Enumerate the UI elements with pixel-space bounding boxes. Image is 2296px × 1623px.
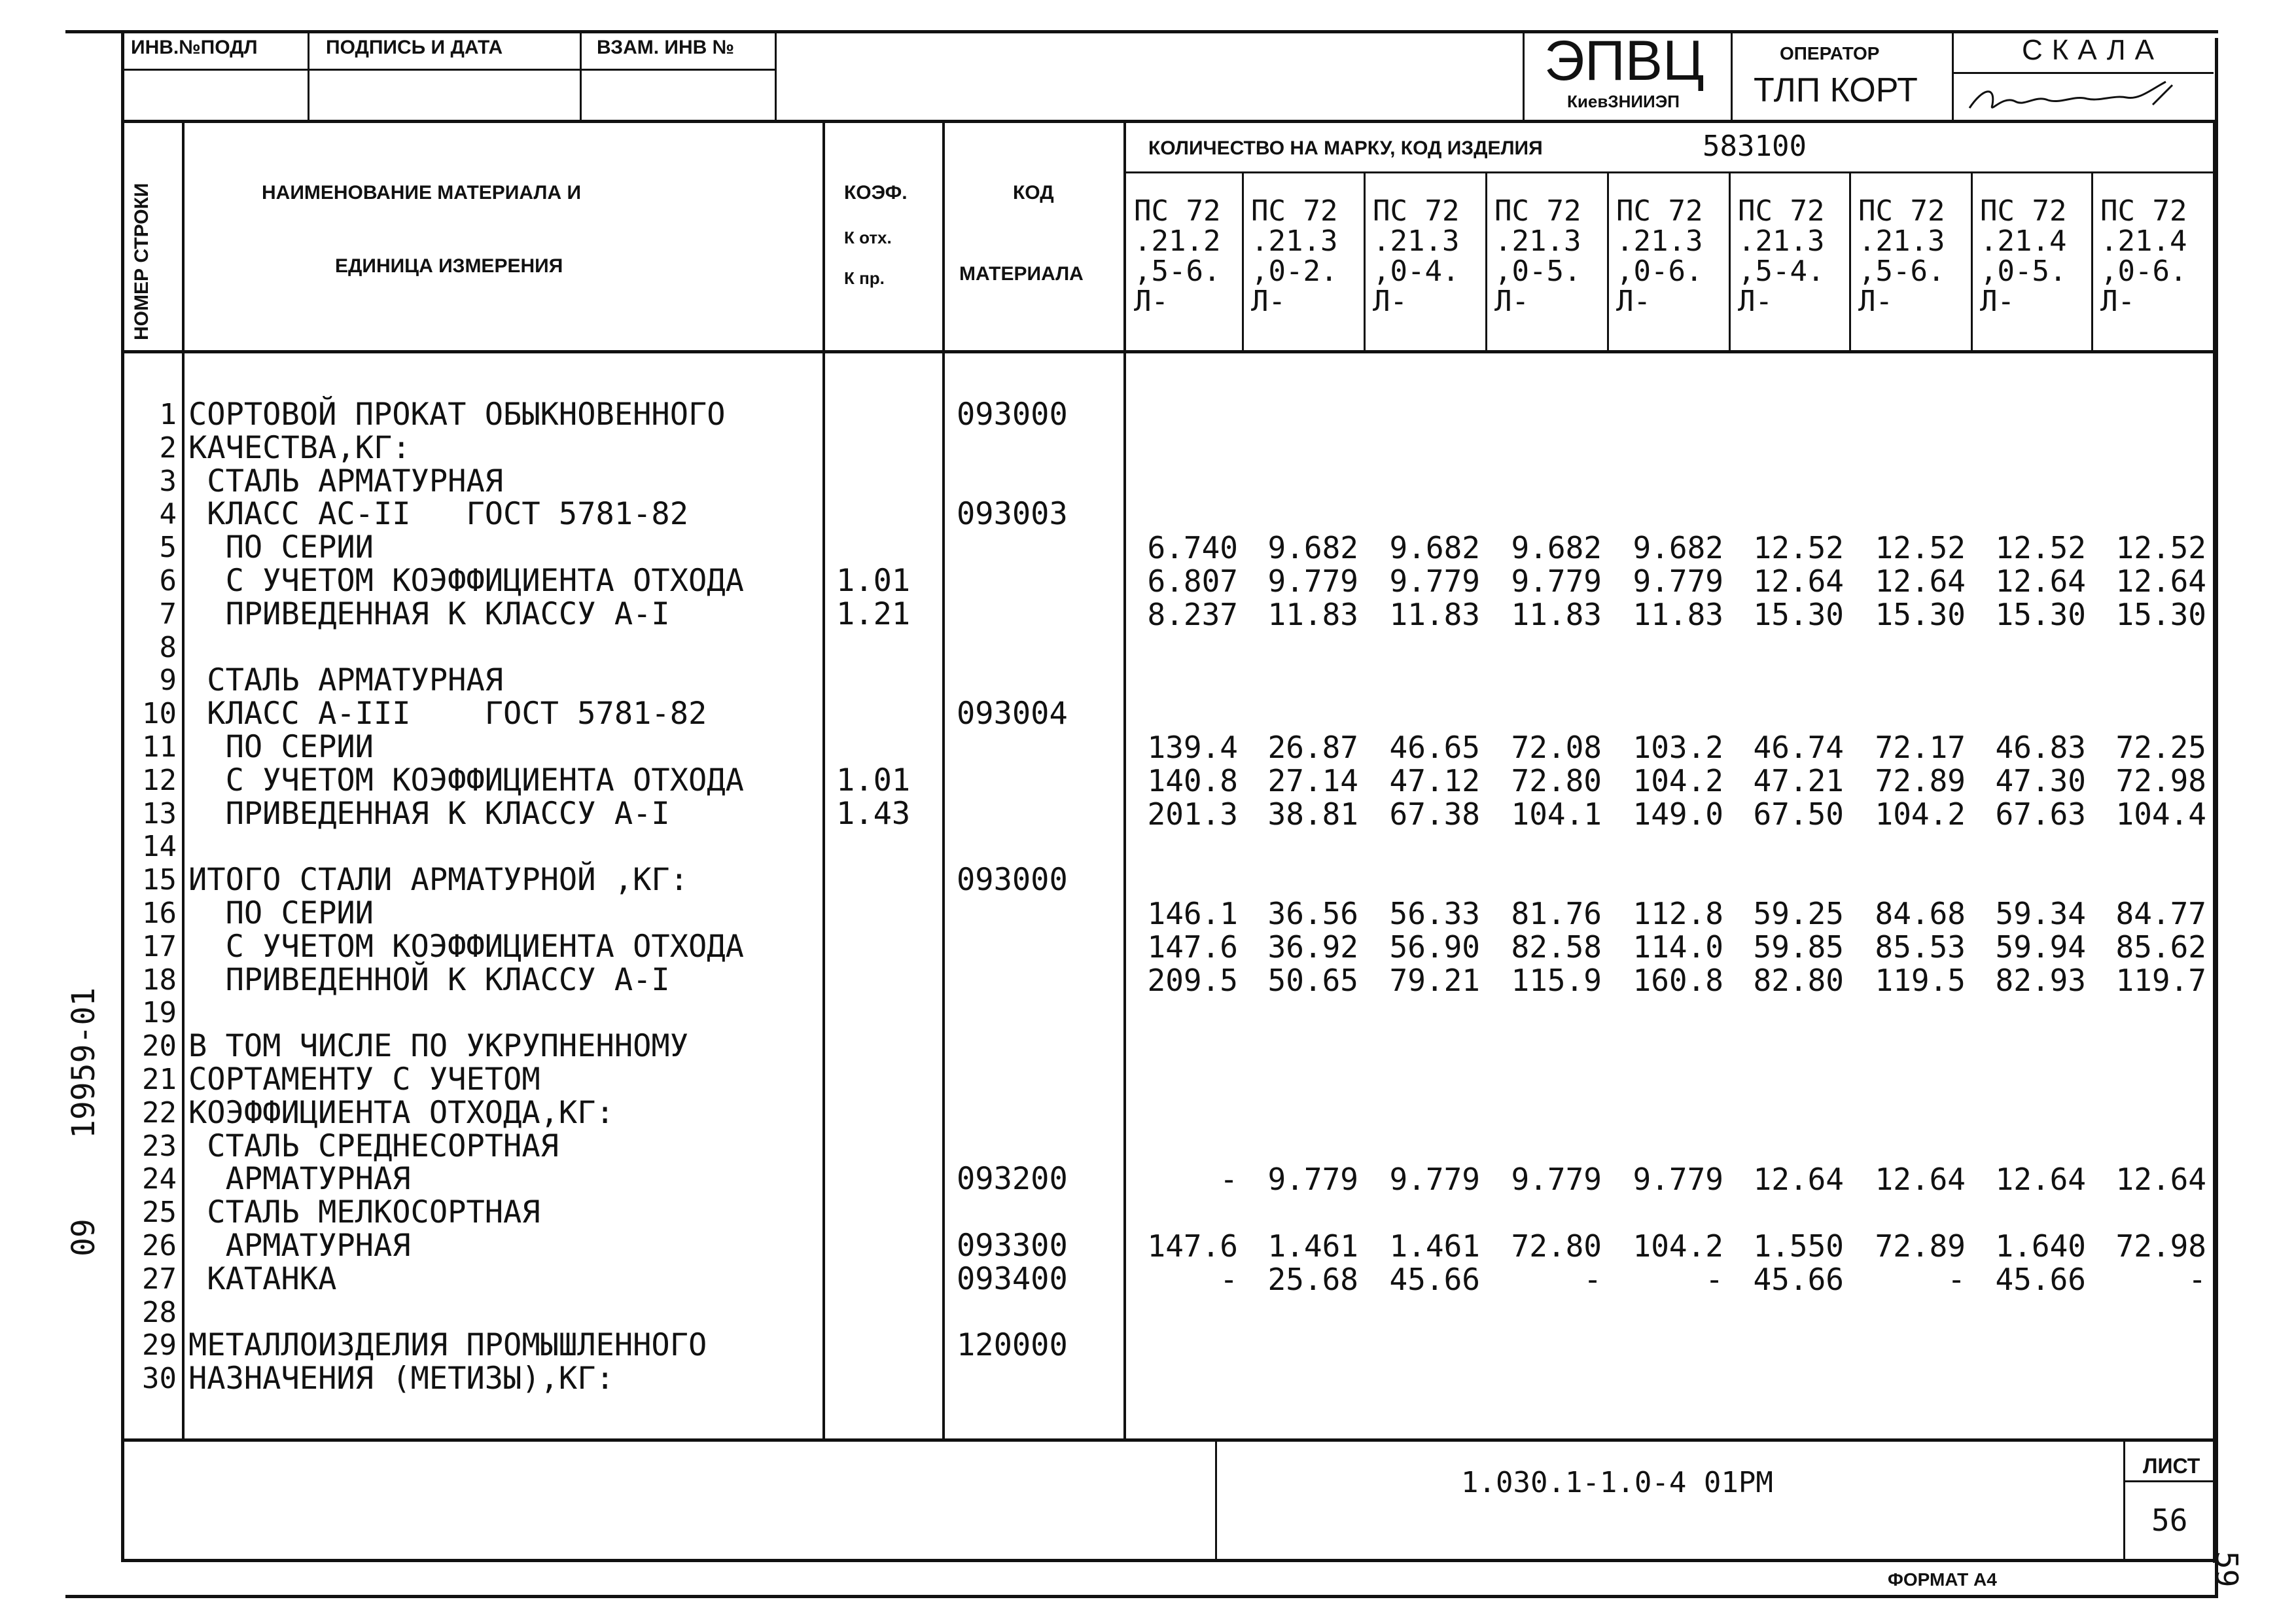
value-cell: 9.779 bbox=[1511, 563, 1602, 599]
row-number-header: НОМЕР СТРОКИ bbox=[131, 183, 152, 340]
value-cell: 84.77 bbox=[2115, 896, 2206, 931]
column-header-line: ПС 72 bbox=[1980, 194, 2067, 228]
value-cell: - bbox=[1220, 1261, 1238, 1297]
value-cell: 12.52 bbox=[2115, 530, 2206, 566]
value-cell: 47.21 bbox=[1753, 762, 1844, 798]
value-cell: 149.0 bbox=[1633, 796, 1723, 832]
column-header-line: ПС 72 bbox=[1858, 194, 1945, 228]
column-header-line: Л- bbox=[1134, 285, 1169, 318]
coefficient: 1.01 bbox=[836, 563, 911, 599]
column-header-line: Л- bbox=[1251, 285, 1286, 318]
material-name: С УЧЕТОМ КОЭФФИЦИЕНТА ОТХОДА bbox=[188, 563, 744, 599]
column-header-line: Л- bbox=[1616, 285, 1651, 318]
column-header-line: ПС 72 bbox=[1616, 194, 1703, 228]
value-cell: 72.80 bbox=[1511, 762, 1602, 798]
value-cell: - bbox=[1220, 1162, 1238, 1198]
value-cell: 72.89 bbox=[1875, 762, 1966, 798]
sheet-number: 56 bbox=[2151, 1503, 2188, 1538]
value-cell: 201.3 bbox=[1147, 796, 1238, 832]
material-code: 093000 bbox=[957, 397, 1068, 433]
column-header-line: ,0-6. bbox=[2100, 255, 2187, 288]
column-header-line: ,0-4. bbox=[1373, 255, 1460, 288]
value-cell: 1.461 bbox=[1389, 1228, 1480, 1264]
value-cell: 140.8 bbox=[1147, 762, 1238, 798]
material-name: ПО СЕРИИ bbox=[188, 529, 374, 566]
column-header-line: ,5-6. bbox=[1134, 255, 1221, 288]
material-name: С УЧЕТОМ КОЭФФИЦИЕНТА ОТХОДА bbox=[188, 762, 744, 798]
material-name: СТАЛЬ АРМАТУРНАЯ bbox=[188, 463, 504, 499]
value-cell: 15.30 bbox=[1995, 596, 2086, 632]
column-header-line: Л- bbox=[1738, 285, 1773, 318]
material-name: ПРИВЕДЕННАЯ К КЛАССУ А-I bbox=[188, 596, 670, 632]
material-code: 093200 bbox=[957, 1161, 1068, 1198]
material-name: КАТАНКА bbox=[188, 1260, 337, 1297]
value-cell: 9.682 bbox=[1633, 530, 1723, 566]
material-code: 093400 bbox=[957, 1260, 1068, 1297]
value-cell: 104.2 bbox=[1633, 1228, 1723, 1264]
value-cell: 160.8 bbox=[1633, 962, 1723, 998]
material-name: КОЭФФИЦИЕНТА ОТХОДА,КГ: bbox=[188, 1094, 614, 1131]
row-number: 19 bbox=[142, 996, 177, 1030]
column-header-line: ,0-5. bbox=[1494, 255, 1581, 288]
row-number: 9 bbox=[159, 664, 177, 698]
value-cell: 36.56 bbox=[1267, 896, 1358, 931]
value-cell: 1.640 bbox=[1995, 1228, 2086, 1264]
row-number: 10 bbox=[142, 697, 177, 731]
column-header-line: .21.3 bbox=[1373, 224, 1460, 258]
coefficient: 1.21 bbox=[836, 596, 911, 632]
value-cell: 81.76 bbox=[1511, 896, 1602, 931]
material-name: ПО СЕРИИ bbox=[188, 729, 374, 765]
operator-value: ТЛП КОРТ bbox=[1754, 71, 1918, 109]
value-cell: 1.550 bbox=[1753, 1228, 1844, 1264]
row-number: 21 bbox=[142, 1063, 177, 1096]
material-name: КЛАСС А-III ГОСТ 5781-82 bbox=[188, 696, 707, 732]
value-cell: 11.83 bbox=[1633, 596, 1723, 632]
material-name: СОРТОВОЙ ПРОКАТ ОБЫКНОВЕННОГО bbox=[188, 397, 726, 433]
operator-label: ОПЕРАТОР bbox=[1780, 43, 1880, 63]
value-cell: 56.90 bbox=[1389, 929, 1480, 965]
column-header-line: Л- bbox=[1858, 285, 1893, 318]
material-name: АРМАТУРНАЯ bbox=[188, 1228, 411, 1264]
value-cell: 12.52 bbox=[1875, 530, 1966, 566]
value-cell: 85.53 bbox=[1875, 929, 1966, 965]
value-cell: - bbox=[1947, 1261, 1966, 1297]
coef-header-line2: К отх. bbox=[844, 228, 892, 247]
value-cell: 11.83 bbox=[1511, 596, 1602, 632]
row-number: 14 bbox=[142, 830, 177, 864]
value-cell: 84.68 bbox=[1875, 896, 1966, 931]
column-header-line: .21.3 bbox=[1738, 224, 1825, 258]
value-cell: 119.5 bbox=[1875, 962, 1966, 998]
value-cell: 45.66 bbox=[1995, 1261, 2086, 1297]
value-cell: 25.68 bbox=[1267, 1261, 1358, 1297]
row-number: 11 bbox=[142, 730, 177, 764]
row-number: 5 bbox=[159, 531, 177, 565]
coefficient: 1.01 bbox=[836, 762, 911, 798]
column-header-line: ПС 72 bbox=[1251, 194, 1338, 228]
column-header-line: .21.3 bbox=[1858, 224, 1945, 258]
column-header-line: ,5-6. bbox=[1858, 255, 1945, 288]
row-number: 26 bbox=[142, 1229, 177, 1262]
value-cell: 146.1 bbox=[1147, 896, 1238, 931]
value-cell: 6.740 bbox=[1147, 530, 1238, 566]
product-code: 583100 bbox=[1703, 130, 1807, 163]
row-number: 3 bbox=[159, 464, 177, 498]
value-cell: 59.94 bbox=[1995, 929, 2086, 965]
material-name: С УЧЕТОМ КОЭФФИЦИЕНТА ОТХОДА bbox=[188, 928, 744, 965]
value-cell: 72.98 bbox=[2115, 1228, 2206, 1264]
value-cell: 12.52 bbox=[1995, 530, 2086, 566]
column-header-line: ПС 72 bbox=[1373, 194, 1460, 228]
row-number: 16 bbox=[142, 897, 177, 930]
column-header-line: Л- bbox=[1980, 285, 2015, 318]
value-cell: 12.64 bbox=[1995, 1162, 2086, 1198]
material-code: 093004 bbox=[957, 696, 1068, 732]
column-header-line: ПС 72 bbox=[2100, 194, 2187, 228]
value-cell: 72.17 bbox=[1875, 730, 1966, 765]
value-cell: 12.52 bbox=[1753, 530, 1844, 566]
material-name-header-line1: НАИМЕНОВАНИЕ МАТЕРИАЛА И bbox=[262, 182, 582, 204]
column-header-line: ,5-4. bbox=[1738, 255, 1825, 288]
value-cell: 50.65 bbox=[1267, 962, 1358, 998]
value-cell: 114.0 bbox=[1633, 929, 1723, 965]
material-code: 093003 bbox=[957, 496, 1068, 533]
value-cell: 147.6 bbox=[1147, 1228, 1238, 1264]
value-cell: 15.30 bbox=[1875, 596, 1966, 632]
org-sub: КиевЗНИИЭП bbox=[1567, 92, 1680, 111]
value-cell: 147.6 bbox=[1147, 929, 1238, 965]
column-header-line: .21.3 bbox=[1251, 224, 1338, 258]
value-cell: 9.682 bbox=[1389, 530, 1480, 566]
row-number: 7 bbox=[159, 597, 177, 631]
value-cell: 6.807 bbox=[1147, 563, 1238, 599]
stamp-vzam-inv: ВЗАМ. ИНВ № bbox=[597, 37, 735, 58]
doc-code: 1.030.1-1.0-4 01РМ bbox=[1461, 1466, 1773, 1499]
row-number: 20 bbox=[142, 1029, 177, 1063]
material-name: НАЗНАЧЕНИЯ (МЕТИЗЫ),КГ: bbox=[188, 1361, 614, 1397]
sheet-label: ЛИСТ bbox=[2143, 1454, 2200, 1478]
value-cell: 72.89 bbox=[1875, 1228, 1966, 1264]
side-stamp-letters: 09 bbox=[65, 1219, 102, 1257]
value-cell: 12.64 bbox=[1875, 563, 1966, 599]
value-cell: 139.4 bbox=[1147, 730, 1238, 765]
value-cell: 67.38 bbox=[1389, 796, 1480, 832]
value-cell: 38.81 bbox=[1267, 796, 1358, 832]
column-header-line: .21.3 bbox=[1494, 224, 1581, 258]
value-cell: 9.682 bbox=[1511, 530, 1602, 566]
material-name: КЛАСС АС-II ГОСТ 5781-82 bbox=[188, 496, 689, 533]
column-header-line: Л- bbox=[1494, 285, 1529, 318]
value-cell: 59.34 bbox=[1995, 896, 2086, 931]
value-cell: 45.66 bbox=[1389, 1261, 1480, 1297]
value-cell: 103.2 bbox=[1633, 730, 1723, 765]
coefficient: 1.43 bbox=[836, 795, 911, 832]
value-cell: 46.65 bbox=[1389, 730, 1480, 765]
material-name: СТАЛЬ МЕЛКОСОРТНАЯ bbox=[188, 1194, 540, 1231]
value-cell: 9.779 bbox=[1267, 1162, 1358, 1198]
row-number: 12 bbox=[142, 763, 177, 797]
row-number: 18 bbox=[142, 963, 177, 997]
value-cell: 59.85 bbox=[1753, 929, 1844, 965]
signature-image bbox=[1956, 75, 2205, 120]
value-cell: 45.66 bbox=[1753, 1261, 1844, 1297]
org-name: ЭПВЦ bbox=[1544, 29, 1704, 92]
value-cell: 46.74 bbox=[1753, 730, 1844, 765]
side-stamp-number: 19959-01 bbox=[65, 987, 102, 1139]
material-name: ПРИВЕДЕННОЙ К КЛАССУ А-I bbox=[188, 961, 670, 998]
column-header-line: ПС 72 bbox=[1494, 194, 1581, 228]
value-cell: 11.83 bbox=[1389, 596, 1480, 632]
row-number: 8 bbox=[159, 630, 177, 664]
value-cell: 8.237 bbox=[1147, 596, 1238, 632]
value-cell: 12.64 bbox=[1753, 563, 1844, 599]
value-cell: 82.93 bbox=[1995, 962, 2086, 998]
column-header-line: .21.4 bbox=[1980, 224, 2067, 258]
value-cell: 72.98 bbox=[2115, 762, 2206, 798]
value-cell: 9.779 bbox=[1633, 1162, 1723, 1198]
value-cell: 104.2 bbox=[1875, 796, 1966, 832]
value-cell: 12.64 bbox=[2115, 563, 2206, 599]
column-header-line: .21.3 bbox=[1616, 224, 1703, 258]
column-header-line: Л- bbox=[1373, 285, 1407, 318]
quantity-header: КОЛИЧЕСТВО НА МАРКУ, КОД ИЗДЕЛИЯ bbox=[1148, 137, 1543, 159]
row-number: 1 bbox=[159, 398, 177, 431]
value-cell: 9.779 bbox=[1511, 1162, 1602, 1198]
material-name: ПО СЕРИИ bbox=[188, 895, 374, 931]
material-code: 093000 bbox=[957, 862, 1068, 899]
value-cell: 9.779 bbox=[1389, 563, 1480, 599]
value-cell: 12.64 bbox=[1995, 563, 2086, 599]
value-cell: 36.92 bbox=[1267, 929, 1358, 965]
value-cell: 82.58 bbox=[1511, 929, 1602, 965]
column-header-line: ПС 72 bbox=[1738, 194, 1825, 228]
row-number: 15 bbox=[142, 863, 177, 897]
value-cell: 9.779 bbox=[1267, 563, 1358, 599]
stamp-podpis-data: ПОДПИСЬ И ДАТА bbox=[326, 37, 503, 58]
value-cell: - bbox=[1583, 1261, 1602, 1297]
value-cell: 85.62 bbox=[2115, 929, 2206, 965]
value-cell: 1.461 bbox=[1267, 1228, 1358, 1264]
value-cell: 79.21 bbox=[1389, 962, 1480, 998]
column-header-line: ,0-2. bbox=[1251, 255, 1338, 288]
material-code: 093300 bbox=[957, 1228, 1068, 1264]
row-number: 25 bbox=[142, 1196, 177, 1230]
value-cell: 104.4 bbox=[2115, 796, 2206, 832]
value-cell: 12.64 bbox=[1875, 1162, 1966, 1198]
material-name: В ТОМ ЧИСЛЕ ПО УКРУПНЕННОМУ bbox=[188, 1028, 689, 1065]
value-cell: 27.14 bbox=[1267, 762, 1358, 798]
row-number: 6 bbox=[159, 564, 177, 597]
value-cell: 9.682 bbox=[1267, 530, 1358, 566]
material-name: СОРТАМЕНТУ С УЧЕТОМ bbox=[188, 1061, 540, 1097]
row-number: 22 bbox=[142, 1096, 177, 1130]
value-cell: 67.63 bbox=[1995, 796, 2086, 832]
column-header-line: .21.4 bbox=[2100, 224, 2187, 258]
column-header-line: ПС 72 bbox=[1134, 194, 1221, 228]
skala-label: СКАЛА bbox=[2022, 34, 2163, 66]
coef-header-line1: КОЭФ. bbox=[844, 182, 908, 204]
value-cell: 47.12 bbox=[1389, 762, 1480, 798]
value-cell: 72.08 bbox=[1511, 730, 1602, 765]
row-number: 13 bbox=[142, 796, 177, 830]
material-name-header-line2: ЕДИНИЦА ИЗМЕРЕНИЯ bbox=[335, 255, 563, 277]
value-cell: 67.50 bbox=[1753, 796, 1844, 832]
row-number: 29 bbox=[142, 1329, 177, 1363]
value-cell: 15.30 bbox=[1753, 596, 1844, 632]
value-cell: 119.7 bbox=[2115, 962, 2206, 998]
value-cell: 115.9 bbox=[1511, 962, 1602, 998]
row-number: 30 bbox=[142, 1362, 177, 1396]
value-cell: 9.779 bbox=[1389, 1162, 1480, 1198]
coef-header-line3: К пр. bbox=[844, 268, 885, 288]
value-cell: 56.33 bbox=[1389, 896, 1480, 931]
value-cell: 11.83 bbox=[1267, 596, 1358, 632]
row-number: 23 bbox=[142, 1129, 177, 1163]
value-cell: 46.83 bbox=[1995, 730, 2086, 765]
value-cell: 15.30 bbox=[2115, 596, 2206, 632]
column-header-line: ,0-6. bbox=[1616, 255, 1703, 288]
value-cell: 112.8 bbox=[1633, 896, 1723, 931]
value-cell: 209.5 bbox=[1147, 962, 1238, 998]
row-number: 17 bbox=[142, 929, 177, 963]
value-cell: 72.80 bbox=[1511, 1228, 1602, 1264]
value-cell: 82.80 bbox=[1753, 962, 1844, 998]
row-number: 28 bbox=[142, 1295, 177, 1329]
value-cell: - bbox=[2188, 1261, 2206, 1297]
column-header-line: Л- bbox=[2100, 285, 2135, 318]
code-header-line2: МАТЕРИАЛА bbox=[959, 263, 1084, 285]
value-cell: 104.1 bbox=[1511, 796, 1602, 832]
row-number: 27 bbox=[142, 1262, 177, 1296]
material-name: КАЧЕСТВА,КГ: bbox=[188, 429, 411, 466]
format-label: ФОРМАТ А4 bbox=[1888, 1569, 1997, 1590]
value-cell: 72.25 bbox=[2115, 730, 2206, 765]
code-header-line1: КОД bbox=[1013, 182, 1054, 204]
value-cell: 104.2 bbox=[1633, 762, 1723, 798]
row-number: 4 bbox=[159, 497, 177, 531]
value-cell: 26.87 bbox=[1267, 730, 1358, 765]
material-name: СТАЛЬ СРЕДНЕСОРТНАЯ bbox=[188, 1128, 559, 1164]
material-name: ПРИВЕДЕННАЯ К КЛАССУ А-I bbox=[188, 795, 670, 832]
row-number: 24 bbox=[142, 1162, 177, 1196]
value-cell: 12.64 bbox=[2115, 1162, 2206, 1198]
material-code: 120000 bbox=[957, 1327, 1068, 1364]
value-cell: 59.25 bbox=[1753, 896, 1844, 931]
column-header-line: .21.2 bbox=[1134, 224, 1221, 258]
material-name: МЕТАЛЛОИЗДЕЛИЯ ПРОМЫШЛЕННОГО bbox=[188, 1327, 707, 1364]
material-name: СТАЛЬ АРМАТУРНАЯ bbox=[188, 662, 504, 699]
value-cell: - bbox=[1705, 1261, 1723, 1297]
value-cell: 9.779 bbox=[1633, 563, 1723, 599]
row-number: 2 bbox=[159, 431, 177, 465]
value-cell: 47.30 bbox=[1995, 762, 2086, 798]
stamp-inv-podl: ИНВ.№ПОДЛ bbox=[131, 37, 258, 58]
value-cell: 12.64 bbox=[1753, 1162, 1844, 1198]
column-header-line: ,0-5. bbox=[1980, 255, 2067, 288]
material-name: ИТОГО СТАЛИ АРМАТУРНОЙ ,КГ: bbox=[188, 862, 689, 899]
page-side-number: 59 bbox=[2209, 1551, 2244, 1588]
material-name: АРМАТУРНАЯ bbox=[188, 1161, 411, 1198]
